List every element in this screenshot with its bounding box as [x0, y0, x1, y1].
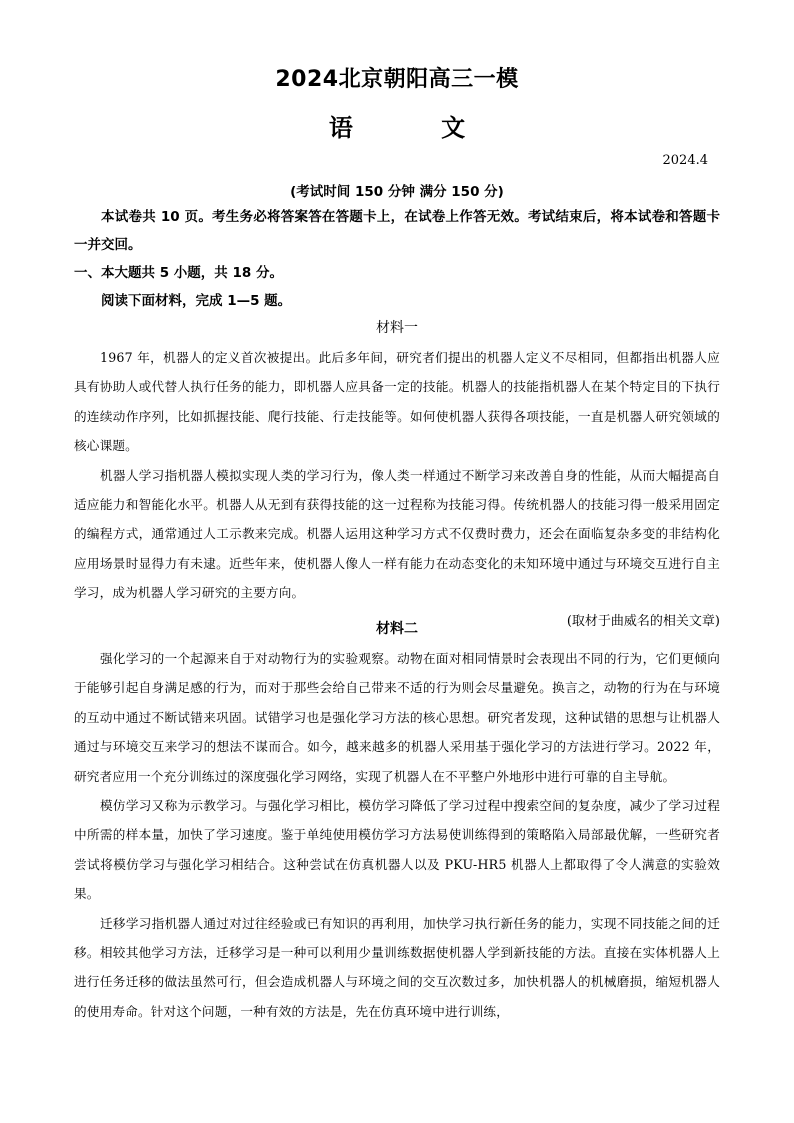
material-one — [74, 313, 720, 636]
exam-date: 2024.4 — [662, 153, 708, 168]
instructions-block — [74, 203, 720, 315]
material-two-paragraph: 强化学习的一个起源来自于对动物行为的实验观察。动物在面对相同情景时会表现出不同的行为，它们更倾向于能够引起自身满足感的行为，而对于那些会给自己带来不适的行为则会尽量避免。换言之，动物的行为在与环境的互动中通过不断试错来巩固。试错学习也是强化学习方法的核心思想。研究者发现，这种试错的思想与让机器人通过与环境交互来学习的想法不谋而合。如今，越来越多的机器人采用基于强化学习的方法进行学习。2022 年，研究者应用一个充分训练过的深度强化学习网络，实现了机器人在不平整户外地形中进行可靠的自主导航。 — [74, 651, 720, 784]
material-one-title: 材料一 — [376, 320, 418, 336]
material-two-paragraph: 模仿学习又称为示教学习。与强化学习相比，模仿学习降低了学习过程中搜索空间的复杂度，减少了学习过程中所需的样本量，加快了学习速度。鉴于单纯使用模仿学习方法易使训练得到的策略陷入局部最优解，一些研究者尝试将模仿学习与强化学习相结合。这种尝试在仿真机器人以及 PKU-HR5 机器人上都取得了令人满意的实验效果。 — [74, 798, 720, 902]
reading-prompt: 阅读下面材料，完成 1—5 题。 — [101, 293, 292, 309]
exam-title: 2024北京朝阳高三一模 — [275, 67, 519, 92]
material-two-title: 材料二 — [376, 621, 418, 637]
material-two-paragraph: 迁移学习指机器人通过对过往经验或已有知识的再利用，加快学习执行新任务的能力，实现不同技能之间的迁移。相较其他学习方法，迁移学习是一种可以利用少量训练数据使机器人学到新技能的方法。直接在实体机器人上进行任务迁移的做法虽然可行，但会造成机器人与环境之间的交互次数过多，加快机器人的机械磨损，缩短机器人的使用寿命。针对这个问题，一种有效的方法是，先在仿真环境中进行训练， — [74, 915, 720, 1019]
material-one-source: (取材于曲威名的相关文章) — [566, 613, 720, 629]
section-title: 一、本大题共 5 小题，共 18 分。 — [74, 265, 283, 281]
material-one-paragraph: 机器人学习指机器人模拟实现人类的学习行为，像人类一样通过不断学习来改善自身的性能，从而大幅提高自适应能力和智能化水平。机器人从无到有获得技能的这一过程称为技能习得。传统机器人的技能习得一般采用固定的编程方式，通常通过人工示教来完成。机器人运用这种学习方式不仅费时费力，还会在面临复杂多变的非结构化应用场景时显得力有未逮。近些年来，使机器人像人一样有能力在动态变化的未知环境中通过与环境交互进行自主学习，成为机器人学习研究的主要方向。 — [74, 467, 720, 601]
exam-time-score: (考试时间 150 分钟 满分 150 分) — [290, 184, 504, 200]
subject-title: 语 文 — [328, 114, 506, 142]
instructions: 本试卷共 10 页。考生务必将答案答在答题卡上，在试卷上作答无效。考试结束后，将本试卷和答题卡一并交回。 — [74, 209, 720, 253]
material-two — [74, 614, 720, 1026]
material-one-paragraph: 1967 年，机器人的定义首次被提出。此后多年间，研究者们提出的机器人定义不尽相同，但都指出机器人应具有协助人或代替人执行任务的能力，即机器人应具备一定的技能。机器人的技能指机器人在某个特定目的下执行的连续动作序列，比如抓握技能、爬行技能、行走技能等。如何使机器人获得各项技能，一直是机器人研究领域的核心课题。 — [74, 350, 720, 454]
